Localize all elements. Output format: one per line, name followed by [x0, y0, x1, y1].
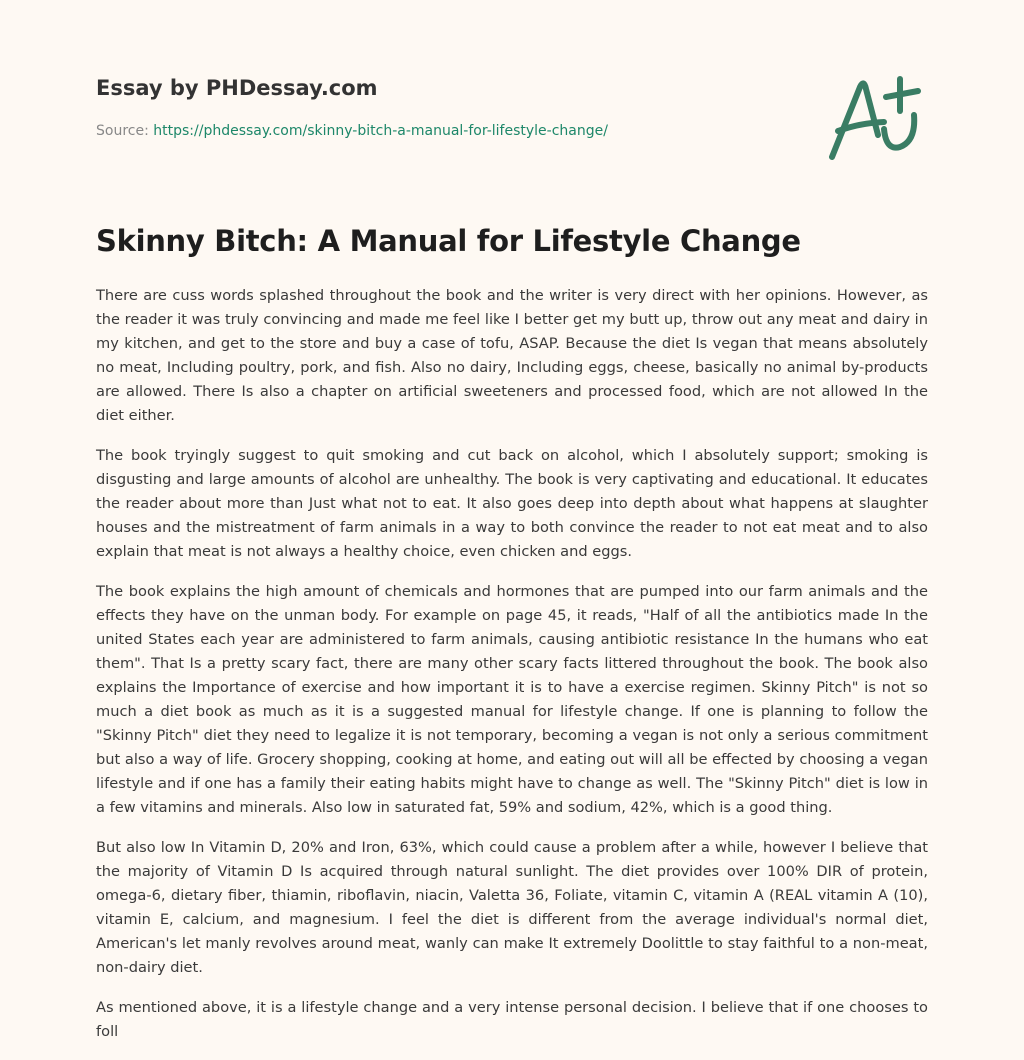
essay-paragraph: The book tryingly suggest to quit smoking and cut back on alcohol, which I absolutely support; smoking is disgusting and large amounts of alcohol are unhealthy. The book is very captivating and educational. It educates the reader about more than Just what not to eat. It also goes deep into depth about what happens at slaughter houses and the mistreatment of farm animals in a way to both convince the reader to not eat meat and to also explain that meat is not always a healthy choice, even chicken and eggs.	[96, 447, 928, 560]
a-plus-grade-icon	[820, 65, 935, 165]
source-link[interactable]: https://phdessay.com/skinny-bitch-a-manual-for-lifestyle-change/	[153, 123, 608, 139]
essay-paragraph: But also low In Vitamin D, 20% and Iron, 63%, which could cause a problem after a while, however I believe that the majority of Vitamin D Is acquired through natural sunlight. The diet provides over 100% DIR of protein, omega-6, dietary fiber, thiamin, riboflavin, niacin, Valetta 36, Foliate, vitamin C, vitamin A (REAL vitamin A (10), vitamin E, calcium, and magnesium. I feel the diet is different from the average individual's normal diet, American's let manly revolves around meat, wanly can make It extremely Doolittle to stay faithful to a non-meat, non-dairy diet.	[96, 839, 928, 976]
essay-body	[96, 284, 928, 1060]
essay-paragraph: The book explains the high amount of chemicals and hormones that are pumped into our farm animals and the effects they have on the unman body. For example on page 45, it reads, "Half of all the antibiotics made In the united States each year are administered to farm animals, causing antibiotic resistance In the humans who eat them". That Is a pretty scary fact, there are many other scary facts littered throughout the book. The book also explains the Importance of exercise and how important it is to have a exercise regimen. Skinny Pitch" is not so much a diet book as much as it is a suggested manual for lifestyle change. If one is planning to follow the "Skinny Pitch" diet they need to legalize it is not temporary, becoming a vegan is not only a serious commitment but also a way of life. Grocery shopping, cooking at home, and eating out will all be effected by choosing a vegan lifestyle and if one has a family their eating habits might have to change as well. The "Skinny Pitch" diet is low in a few vitamins and minerals. Also low in saturated fat, 59% and sodium, 42%, which is a good thing.	[96, 583, 928, 816]
site-brand: Essay by PHDessay.com	[96, 76, 378, 100]
essay-paragraph: There are cuss words splashed throughout the book and the writer is very direct with her opinions. However, as the reader it was truly convincing and made me feel like I better get my butt up, throw out any meat and dairy in my kitchen, and get to the store and buy a case of tofu, ASAP. Because the diet Is vegan that means absolutely no meat, Including poultry, pork, and fish. Also no dairy, Including eggs, cheese, basically no animal by-products are allowed. There Is also a chapter on artificial sweeteners and processed food, which are not allowed In the diet either.	[96, 287, 928, 424]
essay-title: Skinny Bitch: A Manual for Lifestyle Change	[96, 224, 801, 258]
source-line	[96, 123, 608, 139]
essay-paragraph: As mentioned above, it is a lifestyle change and a very intense personal decision. I believe that if one chooses to foll	[96, 999, 928, 1040]
source-label: Source:	[96, 123, 149, 139]
